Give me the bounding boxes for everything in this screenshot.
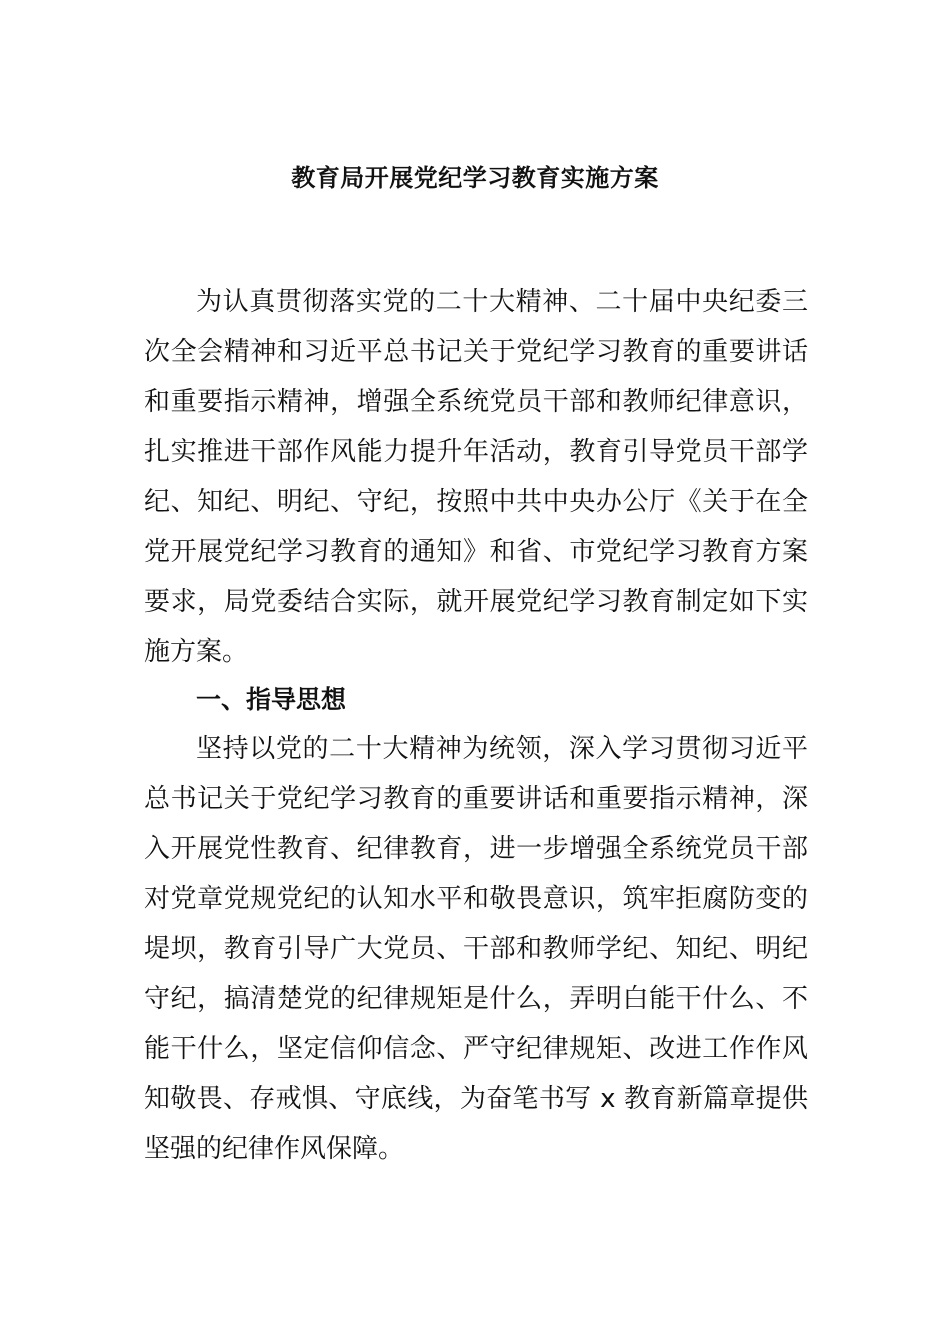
intro-line: 要求，局党委结合实际，就开展党纪学习教育制定如下实 (144, 587, 808, 617)
intro-line: 次全会精神和习近平总书记关于党纪学习教育的重要讲话 (144, 337, 808, 367)
section-heading: 一、指导思想 (196, 685, 347, 714)
section-line: 能干什么，坚定信仰信念、严守纪律规矩、改进工作作风 (144, 1034, 808, 1064)
intro-line: 扎实推进干部作风能力提升年活动，教育引导党员干部学 (144, 437, 808, 467)
section-line: 堤坝，教育引导广大党员、干部和教师学纪、知纪、明纪 (144, 934, 808, 964)
section-line: 入开展党性教育、纪律教育，进一步增强全系统党员干部 (144, 834, 808, 864)
intro-line: 纪、知纪、明纪、守纪，按照中共中央办公厅《关于在全 (144, 487, 808, 517)
section-line: 坚强的纪律作风保障。 (144, 1134, 405, 1164)
section-line: 坚持以党的二十大精神为统领，深入学习贯彻习近平 (196, 734, 808, 764)
section-line: 守纪，搞清楚党的纪律规矩是什么，弄明白能干什么、不 (144, 984, 808, 1014)
section-line: 对党章党规党纪的认知水平和敬畏意识，筑牢拒腐防变的 (144, 884, 808, 914)
intro-line: 和重要指示精神，增强全系统党员干部和教师纪律意识， (144, 387, 808, 417)
section-line: 知敬畏、存戒惧、守底线，为奋笔书写 x 教育新篇章提供 (144, 1084, 808, 1114)
intro-line: 施方案。 (144, 637, 249, 667)
section-line: 总书记关于党纪学习教育的重要讲话和重要指示精神，深 (144, 784, 808, 814)
intro-line: 为认真贯彻落实党的二十大精神、二十届中央纪委三 (196, 287, 808, 317)
document-title: 教育局开展党纪学习教育实施方案 (291, 164, 659, 192)
intro-line: 党开展党纪学习教育的通知》和省、市党纪学习教育方案 (144, 537, 808, 567)
